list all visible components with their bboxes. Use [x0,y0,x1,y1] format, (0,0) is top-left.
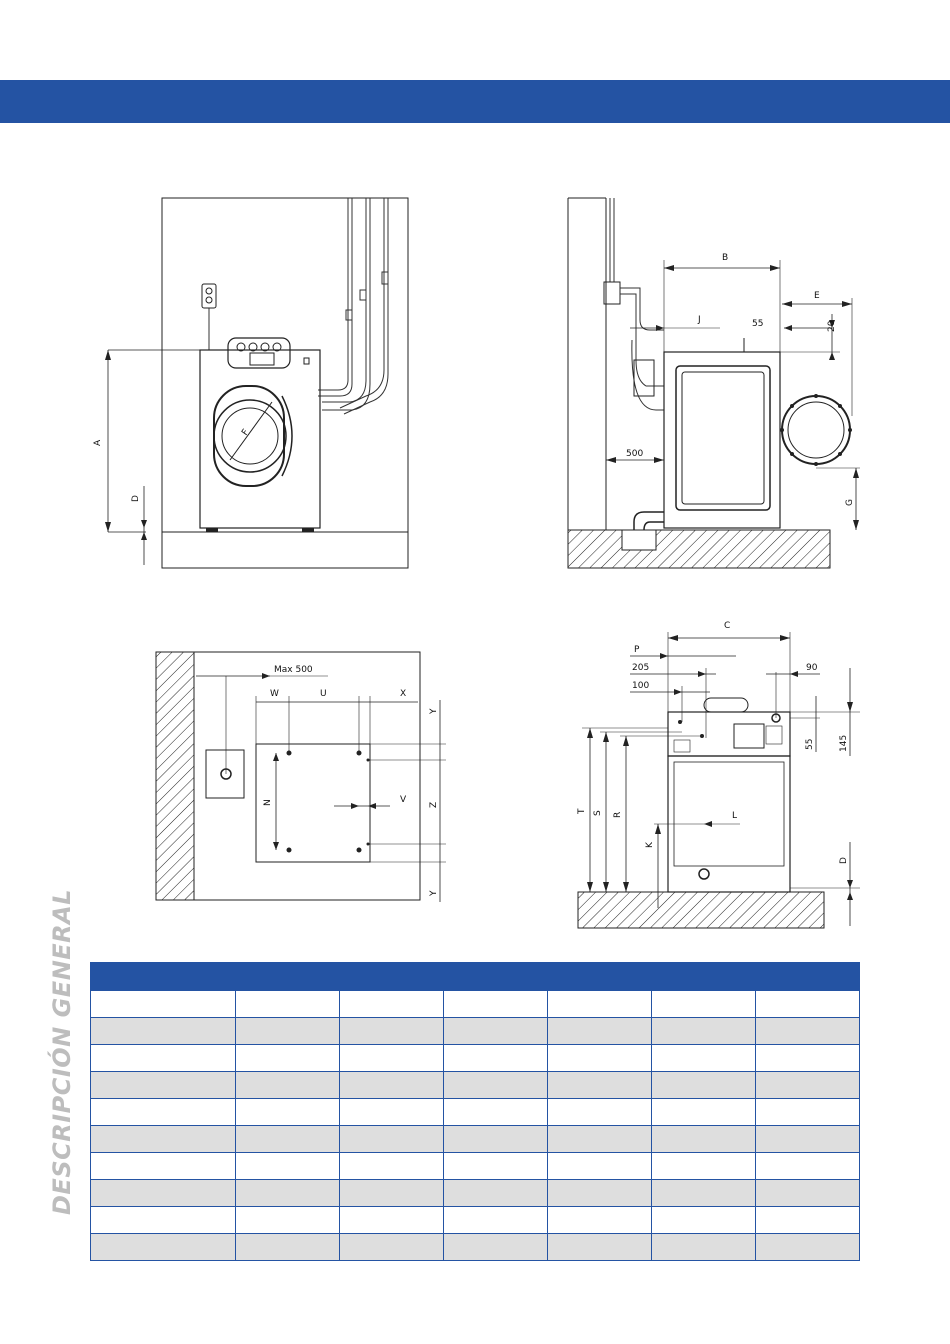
table-cell [340,1234,444,1261]
table-cell [444,1153,548,1180]
table-cell [652,991,756,1018]
table-cell [548,1180,652,1207]
table-cell [548,991,652,1018]
table-cell [548,1099,652,1126]
svg-text:D: D [839,857,849,864]
svg-text:F: F [240,427,252,438]
table-cell [91,1045,236,1072]
svg-text:T: T [577,808,587,814]
spec-table-body [91,991,860,1261]
table-row [91,1234,860,1261]
svg-text:R: R [613,811,623,818]
table-cell [444,1045,548,1072]
table-cell [652,1153,756,1180]
table-cell [756,1126,860,1153]
table-cell [340,991,444,1018]
table-cell [548,1045,652,1072]
svg-text:W: W [270,689,279,699]
table-cell [756,1153,860,1180]
table-cell [444,1099,548,1126]
table-cell [444,1234,548,1261]
table-cell [236,1234,340,1261]
svg-text:A: A [93,439,103,446]
svg-text:E: E [814,291,820,301]
side-view-drawing [560,190,870,575]
table-cell [91,1207,236,1234]
table-cell [652,1126,756,1153]
table-cell [236,1207,340,1234]
table-cell [340,1126,444,1153]
rear-view-drawing [570,612,870,934]
table-cell [91,1072,236,1099]
table-cell [756,1234,860,1261]
table-cell [652,1045,756,1072]
table-row [91,1180,860,1207]
table-cell [652,1018,756,1045]
table-cell [548,1018,652,1045]
table-cell [444,1072,548,1099]
table-row [91,1207,860,1234]
svg-text:D: D [131,495,141,502]
table-cell [236,1153,340,1180]
svg-text:B: B [722,253,729,263]
spec-table [90,962,860,1261]
spec-table-header [91,963,860,991]
table-row [91,1045,860,1072]
table-cell [91,1018,236,1045]
table-cell [756,1072,860,1099]
svg-text:P: P [634,645,640,655]
table-cell [652,1234,756,1261]
svg-text:U: U [320,689,327,699]
table-cell [236,1180,340,1207]
table-cell [236,1099,340,1126]
svg-text:C: C [724,621,731,631]
table-row [91,1126,860,1153]
table-cell [756,1099,860,1126]
table-cell [548,1072,652,1099]
table-row [91,1099,860,1126]
table-cell [652,1180,756,1207]
table-cell [340,1072,444,1099]
svg-text:N: N [263,799,273,806]
table-cell [652,1207,756,1234]
table-cell [548,1207,652,1234]
table-cell [340,1180,444,1207]
table-cell [756,1180,860,1207]
table-cell [236,1072,340,1099]
floor-plan-drawing [150,640,470,910]
table-cell [548,1153,652,1180]
table-row [91,1153,860,1180]
table-cell [756,1207,860,1234]
table-cell [91,1234,236,1261]
table-row [91,1072,860,1099]
table-cell [652,1099,756,1126]
svg-text:G: G [845,499,855,506]
svg-text:V: V [400,795,407,805]
svg-text:55: 55 [805,738,815,750]
svg-text:J: J [698,315,701,325]
table-cell [91,1099,236,1126]
svg-text:Z: Z [429,801,439,808]
table-cell [444,1207,548,1234]
table-cell [340,1207,444,1234]
svg-text:20: 20 [827,320,837,332]
svg-text:K: K [645,842,655,848]
table-cell [91,991,236,1018]
table-cell [444,1126,548,1153]
svg-text:Y: Y [429,890,439,896]
table-cell [756,991,860,1018]
svg-text:145: 145 [839,734,849,752]
table-cell [236,1126,340,1153]
table-cell [548,1126,652,1153]
table-cell [548,1234,652,1261]
svg-text:X: X [400,689,407,699]
table-cell [236,1018,340,1045]
table-cell [444,991,548,1018]
table-cell [756,1045,860,1072]
svg-text:Y: Y [429,708,439,714]
table-row [91,991,860,1018]
table-cell [236,991,340,1018]
table-cell [91,1153,236,1180]
svg-text:90: 90 [806,663,818,673]
table-row [91,1018,860,1045]
table-cell [91,1180,236,1207]
table-cell [756,1018,860,1045]
svg-text:205: 205 [632,663,650,673]
svg-text:L: L [732,811,738,821]
svg-text:S: S [593,810,603,816]
table-cell [236,1045,340,1072]
front-view-drawing [90,190,420,575]
svg-text:55: 55 [752,319,764,329]
table-cell [340,1153,444,1180]
svg-text:500: 500 [626,449,644,459]
svg-text:100: 100 [632,681,650,691]
table-cell [340,1045,444,1072]
table-cell [444,1180,548,1207]
section-side-title: DESCRIPCIÓN GENERAL [48,888,76,1215]
header-band [0,80,950,123]
table-cell [652,1072,756,1099]
table-cell [444,1018,548,1045]
table-cell [91,1126,236,1153]
svg-text:Max 500: Max 500 [274,665,313,675]
table-cell [340,1018,444,1045]
table-cell [340,1099,444,1126]
